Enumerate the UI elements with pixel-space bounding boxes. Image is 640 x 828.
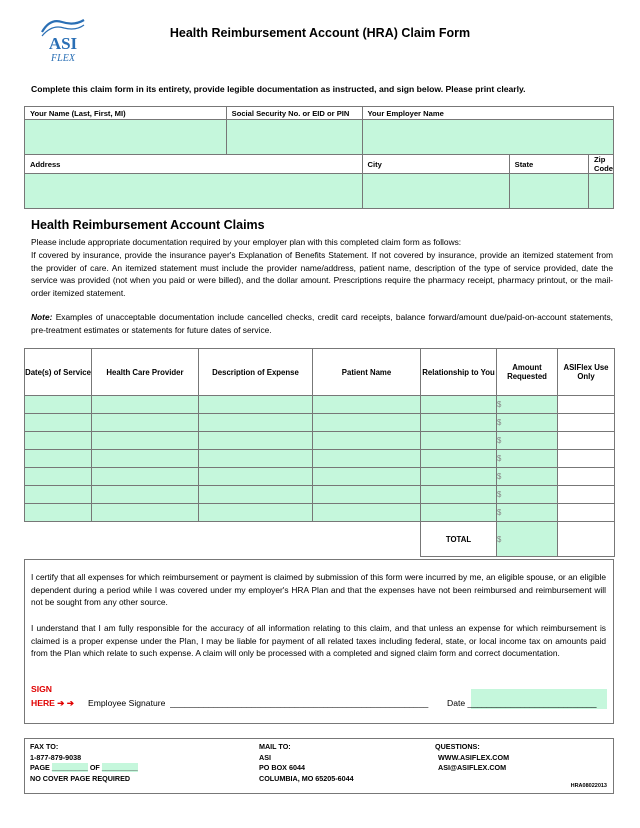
address-label: Address [25,155,363,174]
relationship-field[interactable] [421,396,497,414]
intro-text: Complete this claim form in its entirety, provide legible documentation as instructed, and sign below. Please print clearly. [31,84,526,94]
signature-label: Employee Signature [88,698,166,708]
sign-label: SIGN [31,684,53,694]
table-row [25,414,615,432]
arrow-right-icon: ➔ ➔ [57,698,75,708]
here-text: HERE [31,698,55,708]
page-label: PAGE [30,763,50,773]
relationship-field[interactable] [421,450,497,468]
provider-field[interactable] [92,396,199,414]
zip-label: Zip Code [589,155,614,174]
form-title: Health Reimbursement Account (HRA) Claim Form [169,26,471,40]
claims-table [24,348,615,557]
employer-label: Your Employer Name [362,107,613,120]
questions-label: QUESTIONS: [435,742,480,751]
provider-field[interactable] [92,432,199,450]
dollar-sign: $ [497,508,502,517]
description-field[interactable] [199,414,313,432]
name-field[interactable] [25,120,227,155]
date-label: Date [447,698,466,708]
description-field[interactable] [199,486,313,504]
asiflex-logo [38,16,88,64]
form-code: HRA08022013 [570,783,607,789]
asiflex-use-cell [558,414,615,432]
employer-field[interactable] [362,120,613,155]
description-field[interactable] [199,450,313,468]
relationship-field[interactable] [421,504,497,522]
fax-label: FAX TO: [30,742,59,751]
claims-documentation: If covered by insurance, provide the insurance payer's Explanation of Benefits Statement. If not covered by insurance, provide an itemized statement from the provider of care. An itemized statement must include the provider name/address, patient name, description of the type of service provided, date the service was provided (not when you paid or were billed), and the dollar amount. Prescriptions require the pharmacy receipt, pharmacy printout, or the mail-order itemized statement. [31,250,613,298]
patient-field[interactable] [313,486,421,504]
date-field[interactable] [25,468,92,486]
dollar-sign: $ [497,418,502,427]
patient-field[interactable] [313,468,421,486]
city-label: City [362,155,509,174]
date-line: ___________________________ [467,698,597,708]
patient-field[interactable] [313,414,421,432]
of-label: OF [89,763,100,773]
personal-info-table [24,106,614,209]
mail-block [259,742,354,784]
table-row [25,432,615,450]
page-field[interactable]: _________ [51,763,88,773]
relationship-field[interactable] [421,414,497,432]
description-field[interactable] [199,396,313,414]
patient-field[interactable] [313,396,421,414]
logo-text: ASI [48,34,78,53]
amount-field[interactable] [497,432,558,450]
provider-field[interactable] [92,504,199,522]
fax-number: 1-877-879-9038 [30,752,82,762]
mail-line-2: PO BOX 6044 [259,763,305,773]
date-field[interactable] [25,432,92,450]
dollar-sign: $ [497,436,502,445]
note-label: Note: [31,312,53,322]
page-count-row [30,763,138,774]
claims-instructions: Please include appropriate documentation required by your employer plan with this completed claim form as follows: [31,237,462,247]
table-row [25,468,615,486]
responsibility-statement: I understand that I am fully responsible for the accuracy of all information relating to this claim, and that unless an expense for which reimbursement is claimed is a proper expense under the Plan, I may be liable for payment of all related taxes including federal, state, or local income tax on amounts paid from the Plan which relate to such expense. A claim will only be processed with a completed and signed claim form and correct documentation. [31,623,606,659]
city-field[interactable] [362,174,509,209]
here-label [31,698,74,709]
patient-field[interactable] [313,504,421,522]
dollar-sign: $ [497,490,502,499]
asiflex-use-cell [558,432,615,450]
date-field[interactable] [25,396,92,414]
ssn-label: Social Security No. or EID or PIN [226,107,362,120]
email-link[interactable]: ASI@ASIFLEX.COM [438,763,507,773]
state-field[interactable] [509,174,588,209]
amount-field[interactable] [497,486,558,504]
asiflex-use-cell [558,504,615,522]
mail-label: MAIL TO: [259,742,291,751]
asiflex-use-cell [558,468,615,486]
no-cover-text: NO COVER PAGE REQUIRED [30,773,131,783]
asiflex-use-cell [558,396,615,414]
description-field[interactable] [199,468,313,486]
amount-field[interactable] [497,396,558,414]
name-label: Your Name (Last, First, MI) [25,107,227,120]
table-row [25,450,615,468]
dollar-sign: $ [497,472,502,481]
col-header-amount: Amount Requested [497,349,558,396]
relationship-field[interactable] [421,486,497,504]
relationship-field[interactable] [421,468,497,486]
asiflex-use-cell [558,486,615,504]
logo-sub: FLEX [51,53,75,64]
footer-box [24,738,614,794]
certification-statement: I certify that all expenses for which reimbursement or payment is claimed by submission of this form were incurred by me, an eligible spouse, or an eligible dependent during a period while I was covered under my employer's HRA Plan and that the expenses have not been reimbursed and reimbursement will not be sought from any other source. [31,572,606,608]
fax-block [30,742,138,784]
table-row [25,504,615,522]
col-header-patient: Patient Name [313,349,421,396]
col-header-description: Description of Expense [199,349,313,396]
zip-field[interactable] [589,174,614,209]
signature-row [88,698,428,708]
total-amount-field[interactable] [497,522,558,557]
col-header-relationship: Relationship to You [421,349,497,396]
dollar-sign: $ [497,534,502,544]
date-field[interactable] [25,450,92,468]
mail-line-3: COLUMBIA, MO 65205-6044 [259,773,354,783]
provider-field[interactable] [92,486,199,504]
amount-field[interactable] [497,468,558,486]
claims-note [31,311,613,336]
of-field[interactable]: _________ [101,763,138,773]
questions-block [435,742,509,774]
provider-field[interactable] [92,450,199,468]
date-field[interactable] [25,504,92,522]
date-row [447,698,597,708]
total-use-only [558,522,615,557]
table-row [25,486,615,504]
state-label: State [509,155,588,174]
description-field[interactable] [199,504,313,522]
total-label: TOTAL [421,522,497,557]
address-field[interactable] [25,174,363,209]
claims-heading: Health Reimbursement Account Claims [31,218,265,232]
ssn-field[interactable] [226,120,362,155]
note-text: Examples of unacceptable documentation include cancelled checks, credit card receipts, balance forward/amount due/paid-on-account statements, pre-treatment estimates or statements for future dates of service. [31,312,613,335]
website-link[interactable]: WWW.ASIFLEX.COM [438,752,510,762]
patient-field[interactable] [313,432,421,450]
description-field[interactable] [199,432,313,450]
signature-line[interactable]: ______________________________________________________ [170,698,429,708]
col-header-asiflex-use: ASIFlex Use Only [558,349,615,396]
table-row [25,396,615,414]
col-header-date: Date(s) of Service [25,349,92,396]
dollar-sign: $ [497,400,502,409]
amount-field[interactable] [497,450,558,468]
asiflex-use-cell [558,450,615,468]
date-field[interactable] [25,486,92,504]
date-field[interactable] [25,414,92,432]
amount-field[interactable] [497,504,558,522]
total-spacer [25,522,421,557]
relationship-field[interactable] [421,432,497,450]
col-header-provider: Health Care Provider [92,349,199,396]
provider-field[interactable] [92,468,199,486]
mail-line-1: ASI [259,752,271,762]
patient-field[interactable] [313,450,421,468]
amount-field[interactable] [497,414,558,432]
dollar-sign: $ [497,454,502,463]
provider-field[interactable] [92,414,199,432]
